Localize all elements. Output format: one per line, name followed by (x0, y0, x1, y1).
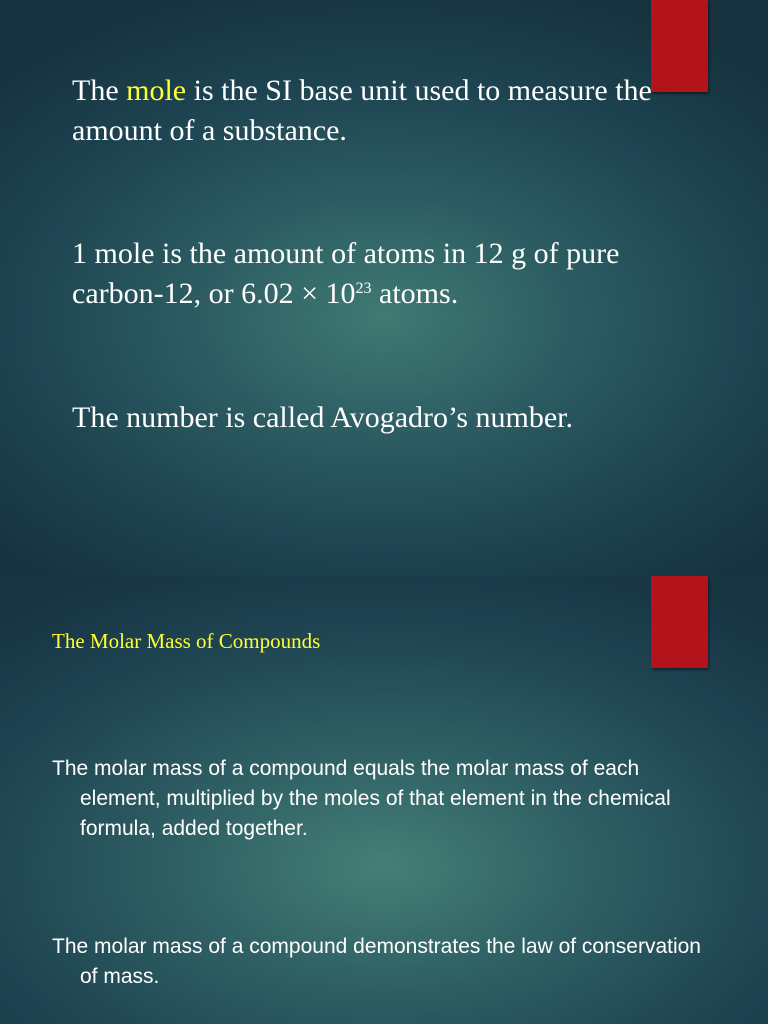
accent-tab (651, 576, 708, 668)
slide-title: The Molar Mass of Compounds (52, 629, 321, 653)
body-paragraph: The molar mass of a compound demonstrates the law of conservation of mass. (52, 935, 701, 988)
body-paragraph: The molar mass of a compound equals the molar mass of each element, multiplied by the moles of that element in the chemical formula, added together. (52, 757, 671, 840)
mole-definition-paragraph (72, 71, 702, 151)
text-segment: is the SI base unit used to measure the amount of a substance. (72, 74, 652, 147)
text-segment: atoms. (371, 277, 459, 310)
exponent: 23 (355, 280, 372, 297)
avogadro-paragraph: The number is called Avogadro’s number. (72, 401, 573, 434)
text-segment: The (72, 74, 127, 107)
slide-molar-mass (0, 576, 768, 1024)
highlighted-term-mole: mole (126, 74, 187, 107)
text-segment: 1 mole is the amount of atoms in 12 g of pure carbon-12, or 6.02 × 10 (72, 237, 620, 310)
mole-amount-paragraph (72, 234, 702, 314)
